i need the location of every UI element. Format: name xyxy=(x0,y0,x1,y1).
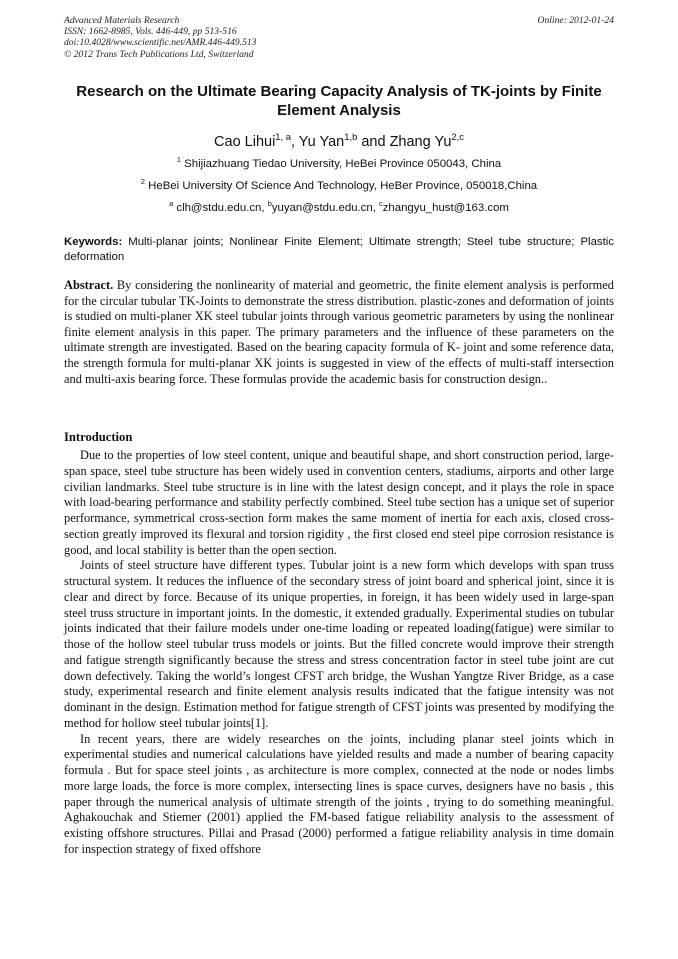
keywords-label: Keywords: xyxy=(64,236,123,248)
affiliation-mark: 2 xyxy=(140,177,145,187)
abstract-text: By considering the nonlinearity of material and geometric, the finite element analysis is performed for the circular tubular TK-Joints to demonstrate the stress distribution. plastic-zones and deformation of joints is studied on multi-planer XK steel tubular joints through various geometric parameters by using the nonlinear finite element analysis in this paper. The primary parameters and the influence of these parameters on the ultimate strength are investigated. Based on the bearing capacity formula of K- joint and some reference data, the strength formula for multi-planar XK joints is suggested in view of the effects of multi-staff intersection and multi-axis bearing force. These formulas provide the academic basis for construction design.. xyxy=(64,278,614,386)
email-mark: b xyxy=(267,199,272,209)
copyright-line: © 2012 Trans Tech Publications Ltd, Switzerland xyxy=(64,48,254,60)
author-superscript: 2,c xyxy=(451,131,464,143)
email-mark: c xyxy=(379,199,383,209)
affiliation-1 xyxy=(64,157,614,171)
abstract-label: Abstract. xyxy=(64,278,114,292)
author-name: Zhang Yu xyxy=(389,134,452,150)
journal-header xyxy=(64,15,256,60)
author-superscript: 1, a xyxy=(275,131,291,143)
author-superscript: 1,b xyxy=(344,131,358,143)
online-date: Online: 2012-01-24 xyxy=(537,15,614,26)
keywords-block xyxy=(64,235,614,264)
affiliation-2 xyxy=(64,179,614,193)
body-paragraph: In recent years, there are widely researches on the joints, including planar steel joints which in experimental studies and numerical calculations have yielded results and made a number of bearing capacity formula . But for space steel joints , as architecture is more complex, connected at the node or nodes limbs more large loads, the force is more complex, intersecting lines is space curves, designers have no basis , this paper through the numerical analysis of ultimate strength of the joints , trying to do something meaningful. Aghakouchak and Stiemer (2001) applied the FM-based fatigue reliability analysis to the assessment of existing offshore structures. Pillai and Prasad (2000) performed a fatigue reliability analysis in time domain for inspection strategy of fixed offshore xyxy=(64,731,614,856)
body-paragraph: Due to the properties of low steel content, unique and beautiful shape, and short construction period, large-span space, steel tube structure has been widely used in convention centers, stadiums, airports and other large civilian landmarks. Steel tube structure is in line with the latest design concept, and it plays the role in space with load-bearing performance and stability perfectly combined. Steel tube section has a unique set of superior performance, symmetrical cross-section form makes the same moment of inertia for each axis, closed cross-section greatly improved its flexural and torsion rigidity , the first closed end steel pipe corrosion resistance is good, and local stability is better than the open section. xyxy=(64,448,614,557)
affiliation-text: HeBei University Of Science And Technology, HeBer Province, 050018,China xyxy=(144,180,538,192)
paper-title: Research on the Ultimate Bearing Capacity Analysis of TK-joints by Finite Element Analysis xyxy=(76,83,602,119)
issn-line: ISSN: 1662-8985, Vols. 446-449, pp 513-516 xyxy=(64,26,237,38)
introduction-body xyxy=(64,448,614,858)
author-name: Yu Yan xyxy=(298,134,345,150)
author-name: Cao Lihui xyxy=(214,134,276,150)
affiliation-mark: 1 xyxy=(176,155,181,165)
abstract-block xyxy=(64,278,614,387)
author-separator: and xyxy=(357,134,390,150)
email-text: zhangyu_hust@163.com xyxy=(382,202,509,214)
section-heading-introduction: Introduction xyxy=(64,430,133,444)
email-line xyxy=(64,201,614,215)
keywords-text: Multi-planar joints; Nonlinear Finite Element; Ultimate strength; Steel tube structure; Plastic deformation xyxy=(64,236,614,263)
email-text: clh@stdu.edu.cn, xyxy=(173,202,268,214)
author-list xyxy=(64,133,614,151)
journal-name: Advanced Materials Research xyxy=(64,15,180,26)
doi-line: doi:10.4028/www.scientific.net/AMR.446-449.513 xyxy=(64,37,257,49)
affiliation-text: Shijiazhuang Tiedao University, HeBei Province 050043, China xyxy=(180,158,502,170)
body-paragraph: Joints of steel structure have different types. Tubular joint is a new form which develops with span truss structural system. It reduces the influence of the secondary stress of joint board and spherical joint, since it is clear and direct by force. Because of its unique properties, in foreign, it has been widely used in large-span steel truss structure in important joints. In the domestic, it extended gradually. Experimental studies on tubular joints indicated that their failure models under one-time loading or repeated loading(fatigue) were similar to those of the hollow steel tubular truss models or joints. But the filled concrete would improve their strength and fatigue strength significantly because the stress and stress concentration factor in steel tube joint are cut down defectively. Taking the world’s longest CFST arch bridge, the Wushan Yangtze River Bridge, as a case study, experimental research and finite element analysis results indicated that the fatigue intensity was not dominant in the design. Estimation method for fatigue strength of CFST joints was presented by modifying the method for hollow steel tubular joints[1]. xyxy=(64,558,614,730)
author-separator: , xyxy=(291,134,299,150)
email-text: yuyan@stdu.edu.cn, xyxy=(271,202,380,214)
email-mark: a xyxy=(169,199,174,209)
